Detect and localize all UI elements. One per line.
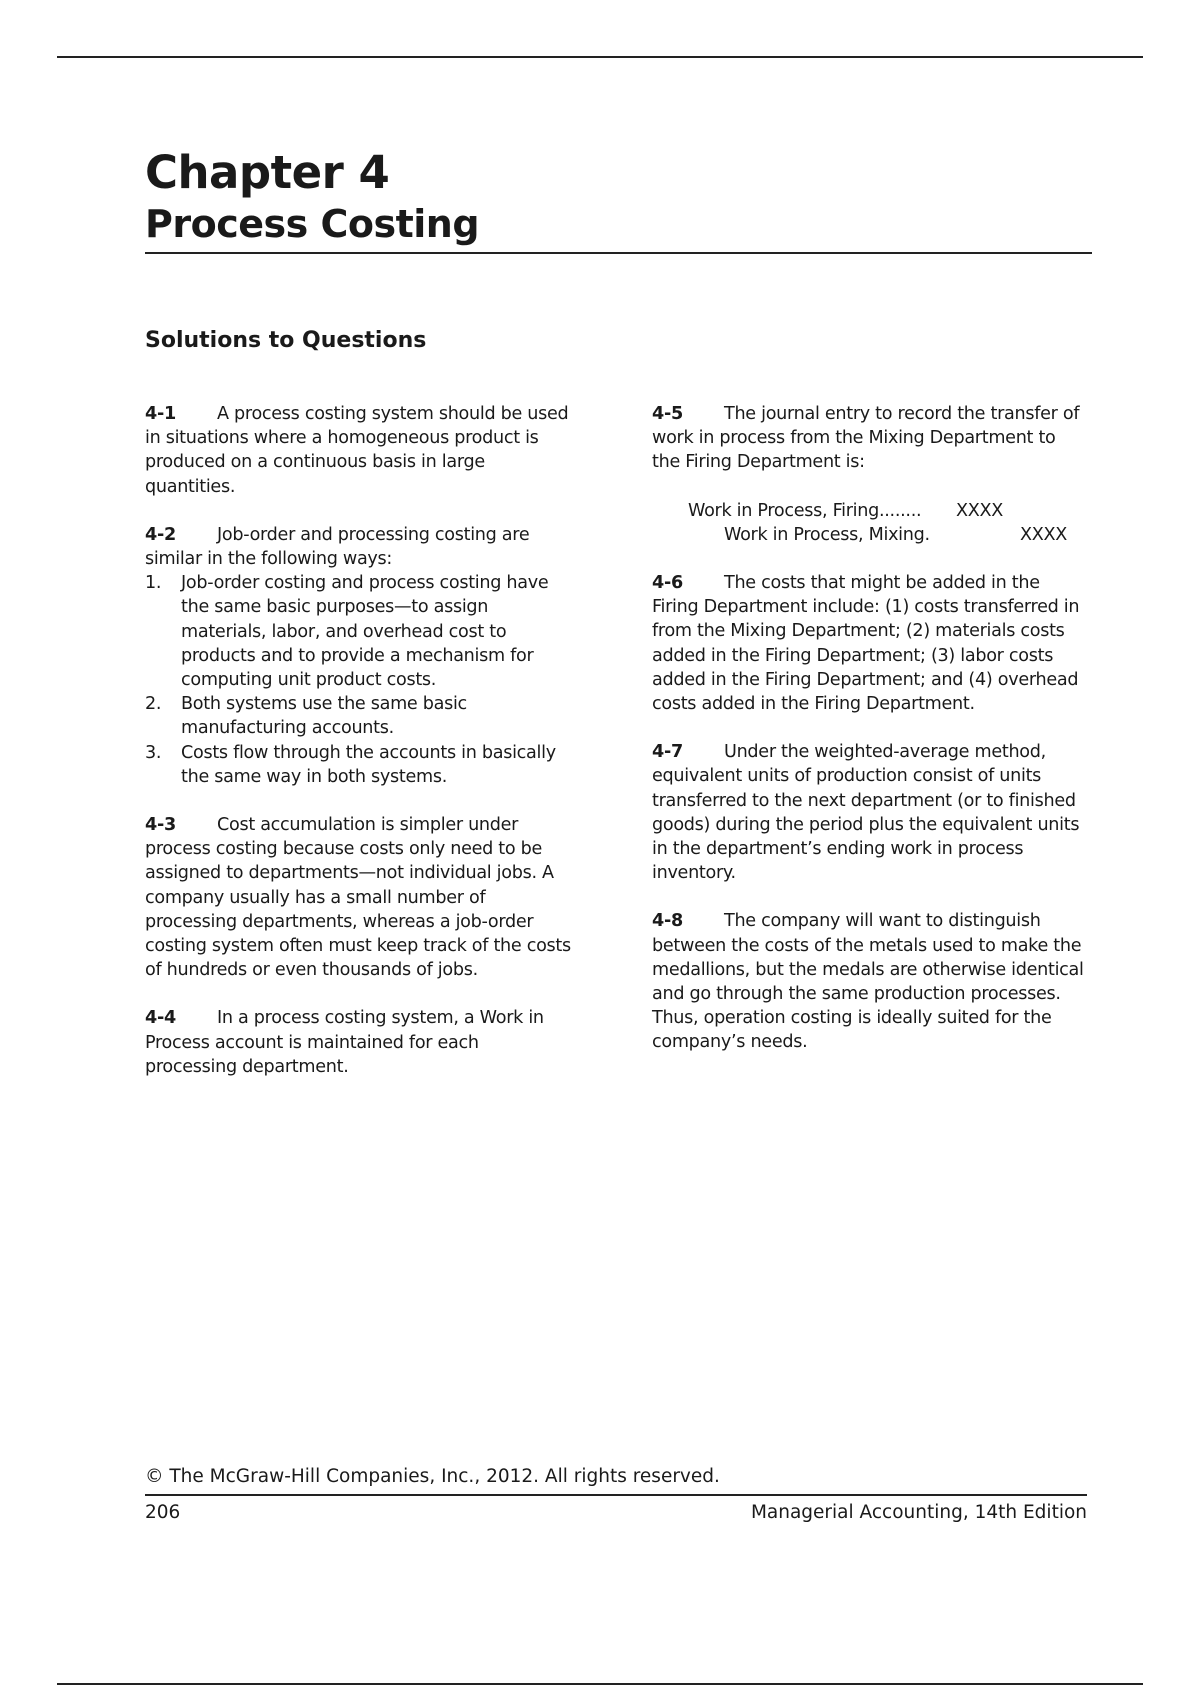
question-4-3	[145, 813, 573, 982]
credit-account: Work in Process, Mixing.	[724, 524, 930, 545]
question-number: 4-2	[145, 524, 176, 545]
list-item-number: 2.	[145, 694, 162, 715]
list-item	[145, 741, 573, 789]
list-item-number: 1.	[145, 573, 162, 594]
question-number: 4-1	[145, 404, 176, 424]
credit-amount: XXXX	[1020, 524, 1068, 545]
question-4-4	[145, 1006, 573, 1079]
chapter-title: Chapter 4	[145, 146, 390, 199]
question-intro: Job-order and processing costing are similar in the following ways:	[145, 524, 530, 570]
question-4-6	[652, 571, 1088, 716]
page-footer	[145, 1464, 1087, 1526]
left-column	[145, 402, 573, 1103]
question-4-5	[652, 402, 1088, 547]
top-rule	[57, 56, 1143, 58]
page-number: 206	[145, 1502, 181, 1523]
journal-entry	[688, 499, 1088, 547]
question-text: Under the weighted-average method, equivalent units of production consist of units transferred to the next department (or to finished goods) during the period plus the equivalent units in the department’s ending work in process inventory.	[652, 742, 1080, 884]
similarities-list	[145, 571, 573, 789]
journal-debit-row	[688, 499, 1088, 523]
bottom-rule	[57, 1683, 1143, 1685]
question-4-2	[145, 523, 573, 789]
list-item	[145, 571, 573, 692]
question-number: 4-3	[145, 815, 176, 836]
list-item-text: Both systems use the same basic manufacturing accounts.	[181, 694, 467, 739]
footer-row	[145, 1496, 1087, 1526]
list-item-text: Costs flow through the accounts in basically the same way in both systems.	[181, 742, 556, 787]
list-item-number: 3.	[145, 742, 162, 763]
question-number: 4-4	[145, 1008, 176, 1029]
question-text: The company will want to distinguish between the costs of the metals used to make the medallions, but the medals are otherwise identical and go through the same production processes. Thus, operation costing is ideally suited for the company’s needs.	[652, 911, 1084, 1053]
book-title: Managerial Accounting, 14th Edition	[750, 1502, 1087, 1523]
chapter-subtitle: Process Costing	[145, 202, 480, 246]
list-item-text: Job-order costing and process costing have the same basic purposes—to assign materials, labor, and overhead cost to products and to provide a mechanism for computing unit product costs.	[181, 573, 549, 691]
journal-credit-row	[688, 523, 1088, 547]
section-heading: Solutions to Questions	[145, 328, 427, 353]
list-item	[145, 692, 573, 740]
question-number: 4-8	[652, 911, 683, 932]
copyright-notice: © The McGraw-Hill Companies, Inc., 2012. All rights reserved.	[145, 1464, 1087, 1496]
question-text: The journal entry to record the transfer of work in process from the Mixing Department to the Firing Department is:	[652, 404, 1080, 473]
question-text: A process costing system should be used in situations where a homogeneous product is produced on a continuous basis in large quantities.	[145, 404, 569, 497]
question-number: 4-7	[652, 742, 683, 763]
question-number: 4-5	[652, 404, 683, 424]
chapter-header	[145, 146, 1092, 254]
question-4-7	[652, 740, 1088, 885]
question-text: Cost accumulation is simpler under process costing because costs only need to be assigned to departments—not individual jobs. A company usually has a small number of processing departments, whereas a job-order costing system often must keep track of the costs of hundreds or even thousands of jobs.	[145, 815, 571, 981]
right-column	[652, 402, 1088, 1079]
question-text: In a process costing system, a Work in Process account is maintained for each processing department.	[145, 1008, 544, 1077]
question-4-1	[145, 402, 573, 499]
question-text: The costs that might be added in the Firing Department include: (1) costs transferred in from the Mixing Department; (2) materials costs added in the Firing Department; (3) labor costs added in the Firing Department; and (4) overhead costs added in the Firing Department.	[652, 573, 1080, 715]
debit-account: Work in Process, Firing........	[688, 500, 922, 521]
question-4-8	[652, 909, 1088, 1054]
question-number: 4-6	[652, 573, 683, 594]
debit-amount: XXXX	[956, 500, 1004, 521]
